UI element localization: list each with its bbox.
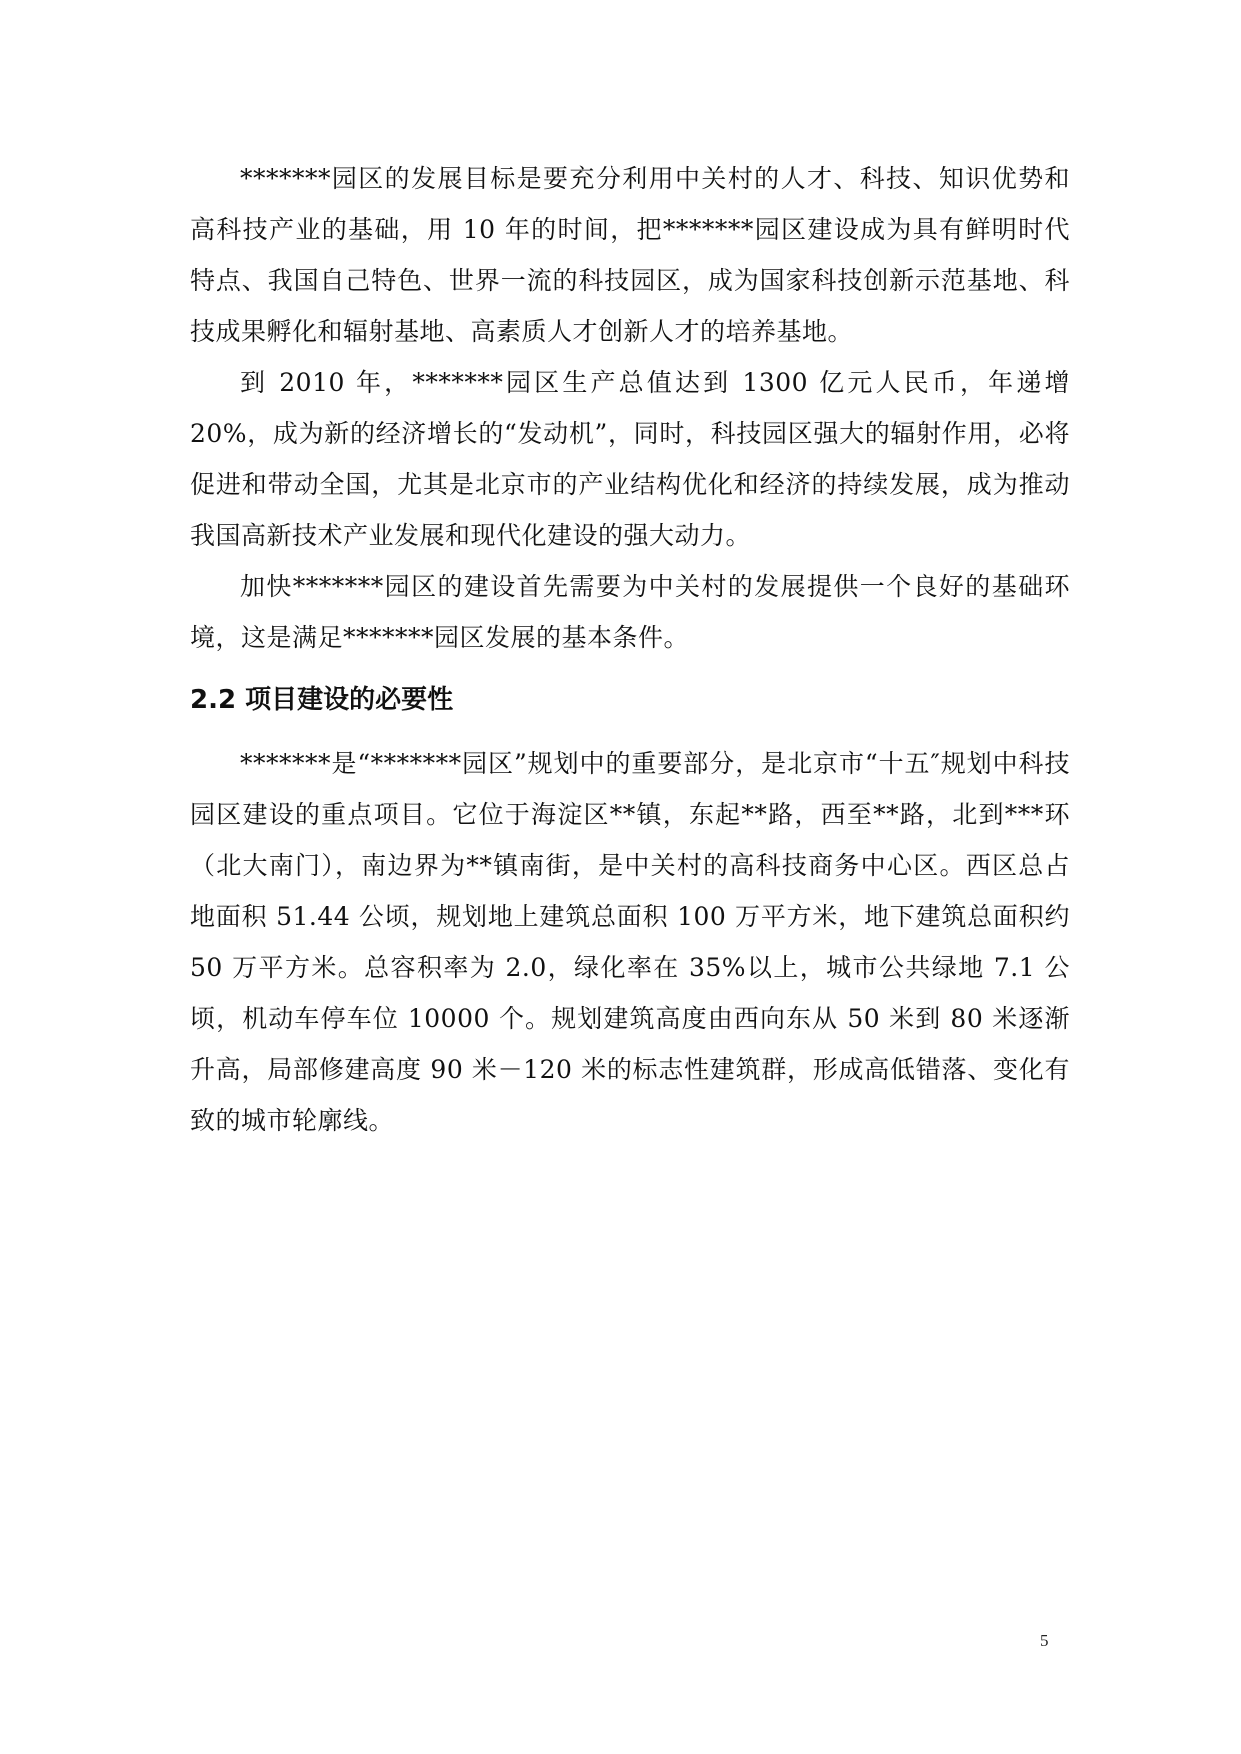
paragraph-basic-condition: 加快*******园区的建设首先需要为中关村的发展提供一个良好的基础环境，这是满足*******园区发展的基本条件。 bbox=[190, 572, 1070, 652]
page-number: 5 bbox=[1040, 1631, 1049, 1650]
section-text-block bbox=[190, 738, 1070, 1146]
intro-text-block bbox=[190, 153, 1070, 663]
paragraph-2010-target: 到 2010 年，*******园区生产总值达到 1300 亿元人民币，年递增 20%，成为新的经济增长的“发动机”，同时，科技园区强大的辐射作用，必将促进和带动全国，尤其是北京市的产业结构优化和经济的持续发展，成为推动我国高新技术产业发展和现代化建设的强大动力。 bbox=[190, 368, 1070, 550]
paragraph-development-goal: *******园区的发展目标是要充分利用中关村的人才、科技、知识优势和高科技产业的基础，用 10 年的时间，把*******园区建设成为具有鲜明时代特点、我国自己特色、世界一流的科技园区，成为国家科技创新示范基地、科技成果孵化和辐射基地、高素质人才创新人才的培养基地。 bbox=[190, 164, 1070, 346]
paragraph-project-overview: *******是“*******园区”规划中的重要部分，是北京市“十五″规划中科技园区建设的重点项目。它位于海淀区**镇，东起**路，西至**路，北到***环（北大南门），南边界为**镇南街，是中关村的高科技商务中心区。西区总占地面积 51.44 公顷，规划地上建筑总面积 100 万平方米，地下建筑总面积约 50 万平方米。总容积率为 2.0，绿化率在 35%以上，城市公共绿地 7.1 公顷，机动车停车位 10000 个。规划建筑高度由西向东从 50 米到 80 米逐渐升高，局部修建高度 90 米－120 米的标志性建筑群，形成高低错落、变化有致的城市轮廓线。 bbox=[190, 749, 1070, 1135]
section-heading: 2.2 项目建设的必要性 bbox=[190, 685, 454, 715]
